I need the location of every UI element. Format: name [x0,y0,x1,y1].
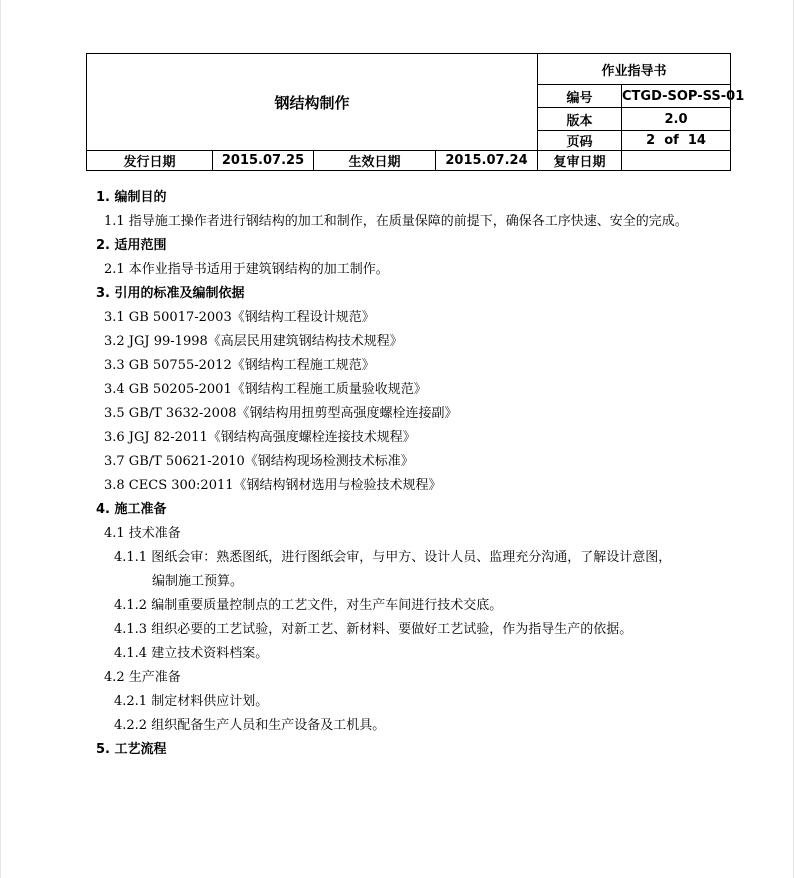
section-heading: 1. 编制目的 [96,190,167,205]
reference-item: 3.8 CECS 300:2011《钢结构钢材选用与检验技术规程》 [104,478,442,493]
section-heading: 3. 引用的标准及编制依据 [96,286,245,301]
reference-item: 3.6 JGJ 82-2011《钢结构高强度螺栓连接技术规程》 [104,430,416,445]
review-date-label: 复审日期 [538,151,622,171]
subsection-heading: 4.1 技术准备 [104,526,181,541]
page-value: 2 of 14 [622,131,731,151]
doc-type-label: 作业指导书 [538,54,731,85]
reference-item: 3.1 GB 50017-2003《钢结构工程设计规范》 [104,310,375,325]
reference-item: 3.5 GB/T 3632-2008《钢结构用扭剪型高强度螺栓连接副》 [104,406,458,421]
page-label: 页码 [538,131,622,151]
document-title: 钢结构制作 [87,54,538,151]
paragraph-continuation: 编制施工预算。 [152,574,244,589]
section-heading: 5. 工艺流程 [96,742,167,757]
number-label: 编号 [538,85,622,108]
effective-date-value: 2015.07.24 [436,151,538,171]
version-label: 版本 [538,108,622,131]
reference-item: 3.4 GB 50205-2001《钢结构工程施工质量验收规范》 [104,382,427,397]
reference-item: 3.2 JGJ 99-1998《高层民用建筑钢结构技术规程》 [104,334,403,349]
paragraph: 4.1.1 图纸会审：熟悉图纸，进行图纸会审，与甲方、设计人员、监理充分沟通，了解设计意图， [114,550,672,565]
paragraph: 4.2.1 制定材料供应计划。 [114,694,269,709]
paragraph: 4.1.2 编制重要质量控制点的工艺文件，对生产车间进行技术交底。 [114,598,503,613]
issue-date-value: 2015.07.25 [213,151,314,171]
paragraph: 1.1 指导施工操作者进行钢结构的加工和制作，在质量保障的前提下，确保各工序快速、安全的完成。 [104,214,688,229]
effective-date-label: 生效日期 [314,151,436,171]
paragraph: 2.1 本作业指导书适用于建筑钢结构的加工制作。 [104,262,389,277]
section-heading: 2. 适用范围 [96,238,167,253]
version-value: 2.0 [622,108,731,131]
reference-item: 3.3 GB 50755-2012《钢结构工程施工规范》 [104,358,375,373]
section-heading: 4. 施工准备 [96,502,167,517]
paragraph: 4.2.2 组织配备生产人员和生产设备及工机具。 [114,718,386,733]
reference-item: 3.7 GB/T 50621-2010《钢结构现场检测技术标准》 [104,454,414,469]
paragraph: 4.1.4 建立技术资料档案。 [114,646,269,661]
issue-date-label: 发行日期 [87,151,213,171]
paragraph: 4.1.3 组织必要的工艺试验，对新工艺、新材料、要做好工艺试验，作为指导生产的依据。 [114,622,633,637]
number-value: CTGD-SOP-SS-01 [622,85,731,108]
subsection-heading: 4.2 生产准备 [104,670,181,685]
